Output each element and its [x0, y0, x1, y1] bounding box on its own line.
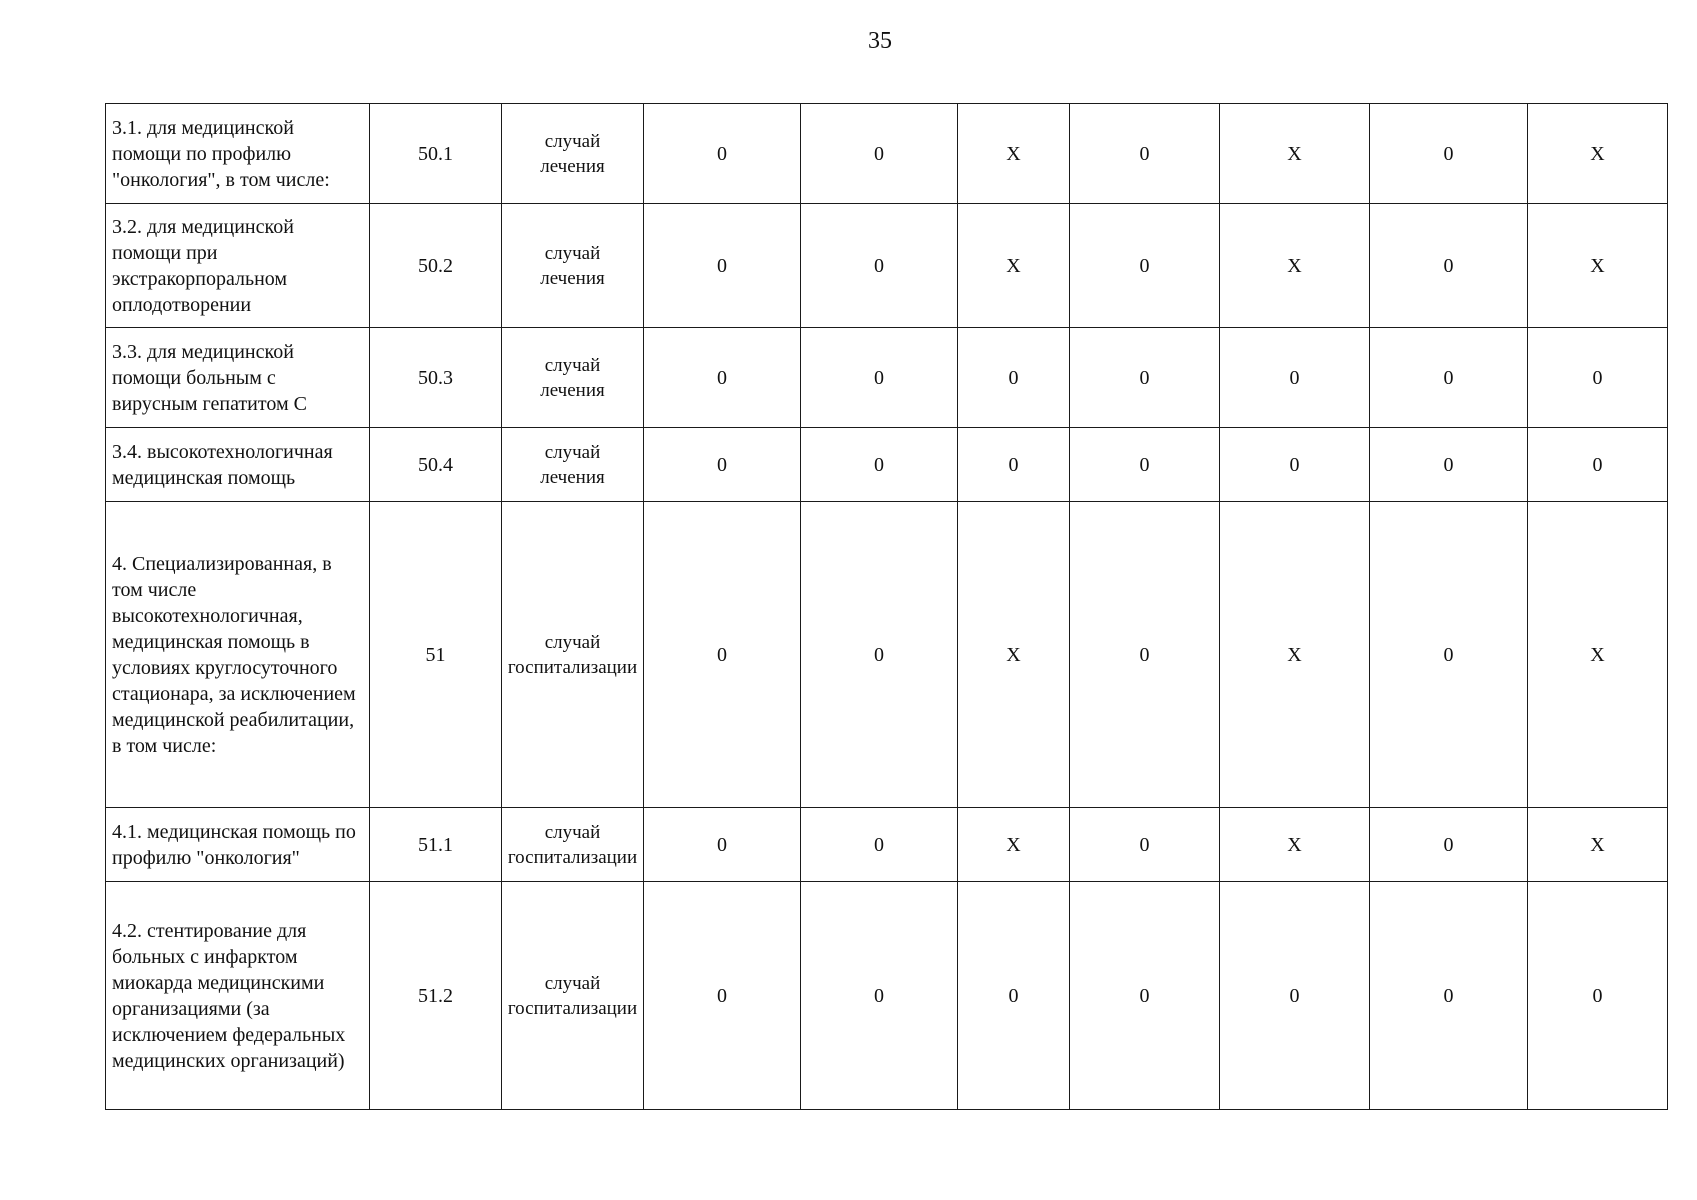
value-cell: 0: [1070, 502, 1220, 808]
value-cell: X: [1220, 808, 1370, 882]
value-cell: X: [958, 502, 1070, 808]
row-code: 50.4: [370, 428, 502, 502]
row-name: 3.3. для медицинской помощи больным с вирусным гепатитом С: [112, 340, 307, 415]
value-cell: 0: [1370, 104, 1528, 204]
value-cell: 0: [1370, 328, 1528, 428]
row-unit: [502, 428, 644, 502]
value-cell: 0: [801, 204, 958, 328]
value-cell: X: [958, 808, 1070, 882]
table-row: [106, 204, 1668, 328]
data-table: [105, 103, 1668, 1110]
value-cell: X: [1220, 502, 1370, 808]
row-code: 51: [370, 502, 502, 808]
row-name-cell: [106, 428, 370, 502]
row-unit: [502, 882, 644, 1110]
row-code: 50.1: [370, 104, 502, 204]
value-cell: 0: [644, 882, 801, 1110]
value-cell: 0: [1070, 808, 1220, 882]
table-row: [106, 882, 1668, 1110]
value-cell: 0: [801, 104, 958, 204]
row-name-cell: [106, 882, 370, 1110]
value-cell: 0: [958, 328, 1070, 428]
row-unit: [502, 502, 644, 808]
value-cell: X: [1528, 502, 1668, 808]
value-cell: X: [958, 204, 1070, 328]
value-cell: 0: [1220, 328, 1370, 428]
row-code: 50.2: [370, 204, 502, 328]
row-name-cell: [106, 204, 370, 328]
row-name: 3.4. высокотехнологичная медицинская помощь: [112, 440, 333, 489]
value-cell: 0: [644, 328, 801, 428]
table-row: [106, 104, 1668, 204]
row-name: 4. Специализированная, в том числе высокотехнологичная, медицинская помощь в условиях круглосуточного стационара, за исключением медицинской реабилитации, в том числе:: [112, 552, 356, 757]
value-cell: 0: [1370, 808, 1528, 882]
value-cell: 0: [1370, 882, 1528, 1110]
row-unit: [502, 808, 644, 882]
value-cell: 0: [801, 328, 958, 428]
row-name-cell: [106, 808, 370, 882]
value-cell: 0: [1070, 428, 1220, 502]
row-code: 51.1: [370, 808, 502, 882]
value-cell: 0: [801, 882, 958, 1110]
row-unit-text: случай лечения: [540, 441, 605, 488]
value-cell: 0: [801, 808, 958, 882]
row-code: 51.2: [370, 882, 502, 1110]
row-name-cell: [106, 502, 370, 808]
row-unit: [502, 204, 644, 328]
value-cell: 0: [644, 502, 801, 808]
value-cell: X: [1528, 808, 1668, 882]
table-row: [106, 502, 1668, 808]
value-cell: 0: [1528, 428, 1668, 502]
row-unit: [502, 328, 644, 428]
row-unit-text: случай госпитализации: [507, 821, 638, 868]
value-cell: 0: [1070, 204, 1220, 328]
row-name-cell: [106, 104, 370, 204]
value-cell: 0: [958, 882, 1070, 1110]
value-cell: 0: [1528, 882, 1668, 1110]
value-cell: 0: [644, 204, 801, 328]
value-cell: 0: [1070, 328, 1220, 428]
value-cell: 0: [1370, 428, 1528, 502]
value-cell: X: [1528, 204, 1668, 328]
table-row: [106, 428, 1668, 502]
value-cell: 0: [1070, 104, 1220, 204]
row-name: 3.2. для медицинской помощи при экстракорпоральном оплодотворении: [112, 215, 294, 316]
value-cell: X: [1220, 104, 1370, 204]
value-cell: 0: [644, 104, 801, 204]
value-cell: 0: [644, 808, 801, 882]
row-unit-text: случай госпитализации: [507, 972, 638, 1019]
table-body: [106, 104, 1668, 1110]
value-cell: 0: [644, 428, 801, 502]
row-name-cell: [106, 328, 370, 428]
row-name: 4.1. медицинская помощь по профилю "онкология": [112, 820, 356, 869]
row-code: 50.3: [370, 328, 502, 428]
value-cell: 0: [1370, 502, 1528, 808]
row-name: 4.2. стентирование для больных с инфарктом миокарда медицинскими организациями (за исключением федеральных медицинских организаций): [112, 919, 346, 1072]
value-cell: 0: [801, 502, 958, 808]
value-cell: 0: [1070, 882, 1220, 1110]
row-unit-text: случай лечения: [540, 354, 605, 401]
table-row: [106, 808, 1668, 882]
value-cell: X: [1220, 204, 1370, 328]
row-unit: [502, 104, 644, 204]
value-cell: 0: [958, 428, 1070, 502]
value-cell: 0: [801, 428, 958, 502]
value-cell: 0: [1220, 428, 1370, 502]
row-name: 3.1. для медицинской помощи по профилю "онкология", в том числе:: [112, 116, 330, 191]
value-cell: 0: [1220, 882, 1370, 1110]
value-cell: X: [1528, 104, 1668, 204]
page-number: 35: [868, 28, 892, 54]
row-unit-text: случай лечения: [540, 130, 605, 177]
row-unit-text: случай лечения: [540, 242, 605, 289]
table-row: [106, 328, 1668, 428]
row-unit-text: случай госпитализации: [507, 631, 638, 678]
value-cell: 0: [1528, 328, 1668, 428]
value-cell: 0: [1370, 204, 1528, 328]
value-cell: X: [958, 104, 1070, 204]
